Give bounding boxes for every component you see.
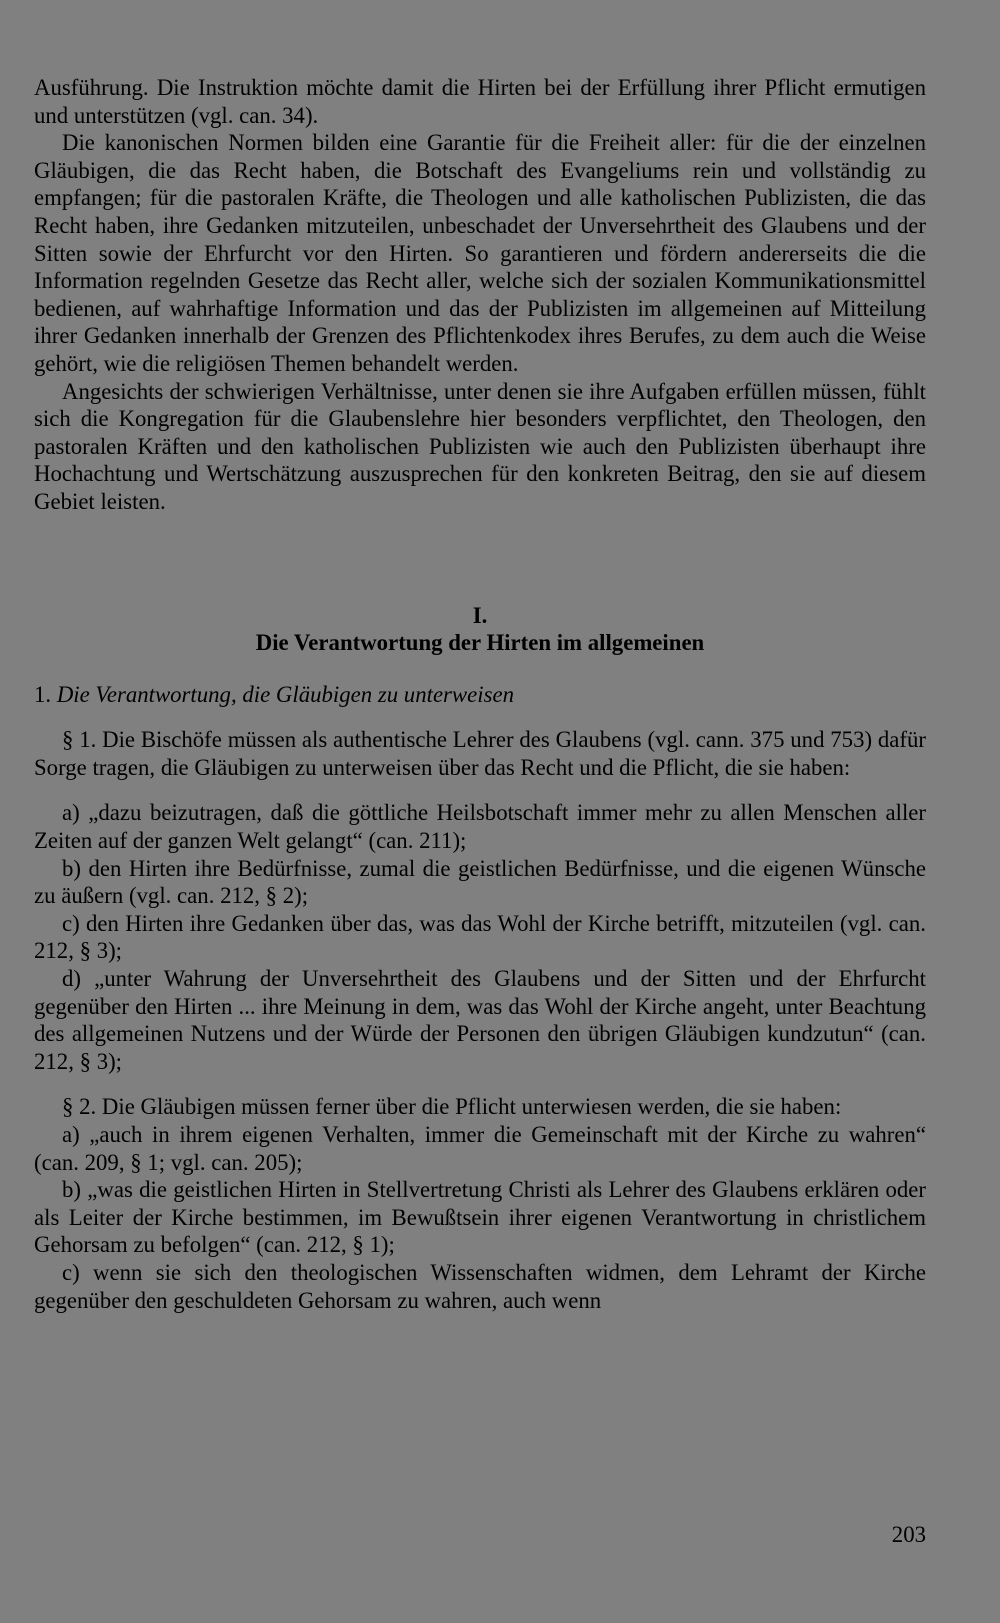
page-number: 203 — [891, 1522, 926, 1547]
section-title: Die Verantwortung, die Gläubigen zu unterweisen — [56, 681, 514, 707]
list-item-2c: c) wenn sie sich den theologischen Wissenschaften widmen, dem Lehramt der Kirche gegenüber den geschuldeten Gehorsam zu wahren, auch wenn — [34, 1259, 926, 1313]
chapter-title: Die Verantwortung der Hirten im allgemeinen — [255, 630, 705, 656]
section-heading — [34, 681, 926, 709]
list-item-1c: c) den Hirten ihre Gedanken über das, was das Wohl der Kirche betrifft, mitzuteilen (vgl. can. 212, § 3); — [34, 910, 926, 964]
paragraph-acknowledgement: Angesichts der schwierigen Verhältnisse, unter denen sie ihre Aufgaben erfüllen müssen, fühlt sich die Kongregation für die Glaubenslehre hier besonders verpflichtet, den Theologen, den pastoralen Kräften und den katholischen Publizisten wie auch den Publizisten überhaupt ihre Hochachtung und Wertschätzung auszusprechen für den konkreten Beitrag, den sie auf diesem Gebiet leisten. — [34, 378, 926, 514]
list-item-2b: b) „was die geistlichen Hirten in Stellvertretung Christi als Lehrer des Glaubens erklären oder als Leiter der Kirche bestimmen, im Bewußtsein ihrer eigenen Verantwortung in christlichem Gehorsam zu befolgen“ (can. 212, § 1); — [34, 1177, 926, 1258]
paragraph-section-1-intro: § 1. Die Bischöfe müssen als authentische Lehrer des Glaubens (vgl. cann. 375 und 753) dafür Sorge tragen, die Gläubigen zu unterweisen über das Recht und die Pflicht, die sie haben: — [34, 727, 926, 780]
paragraph-continuation: Ausführung. Die Instruktion möchte damit die Hirten bei der Erfüllung ihrer Pflicht ermutigen und unterstützen (vgl. can. 34). — [34, 75, 926, 128]
list-item-1a: a) „dazu beizutragen, daß die göttliche Heilsbotschaft immer mehr zu allen Menschen aller Zeiten auf der ganzen Welt gelangt“ (can. 211); — [34, 800, 926, 854]
document-page — [34, 74, 926, 1314]
paragraph-section-2-intro: § 2. Die Gläubigen müssen ferner über die Pflicht unterwiesen werden, die sie haben: — [62, 1094, 842, 1120]
section-number: 1. — [34, 681, 52, 707]
list-item-1b: b) den Hirten ihre Bedürfnisse, zumal die geistlichen Bedürfnisse, und die eigenen Wünsche zu äußern (vgl. can. 212, § 2); — [34, 855, 926, 909]
paragraph-norms: Die kanonischen Normen bilden eine Garantie für die Freiheit aller: für die der einzelnen Gläubigen, die das Recht haben, die Botschaft des Evangeliums rein und vollständig zu empfangen; für die pastoralen Kräfte, die Theologen und alle katholischen Publizisten, die das Recht haben, ihre Gedanken mitzuteilen, unbeschadet der Unversehrtheit des Glaubens und der Sitten sowie der Ehrfurcht vor den Hirten. So garantieren und fördern andererseits die die Information regelnden Gesetze das Recht aller, welche sich der sozialen Kommunikationsmittel bedienen, auf wahrhaftige Information und das der Publizisten im allgemeinen auf Mitteilung ihrer Gedanken innerhalb der Grenzen des Pflichtenkodex ihres Berufes, zu dem auch die Weise gehört, wie die religiösen Themen behandelt werden. — [34, 130, 926, 376]
list-item-2a: a) „auch in ihrem eigenen Verhalten, immer die Gemeinschaft mit der Kirche zu wahren“ (can. 209, § 1; vgl. can. 205); — [34, 1122, 926, 1175]
list-item-1d: d) „unter Wahrung der Unversehrtheit des Glaubens und der Sitten und der Ehrfurcht gegenüber den Hirten ... ihre Meinung in dem, was das Wohl der Kirche angeht, unter Beachtung des allgemeinen Nutzens und der Würde der Personen den übrigen Gläubigen kundzutun“ (can. 212, § 3); — [34, 966, 926, 1074]
chapter-number: I. — [472, 602, 488, 628]
